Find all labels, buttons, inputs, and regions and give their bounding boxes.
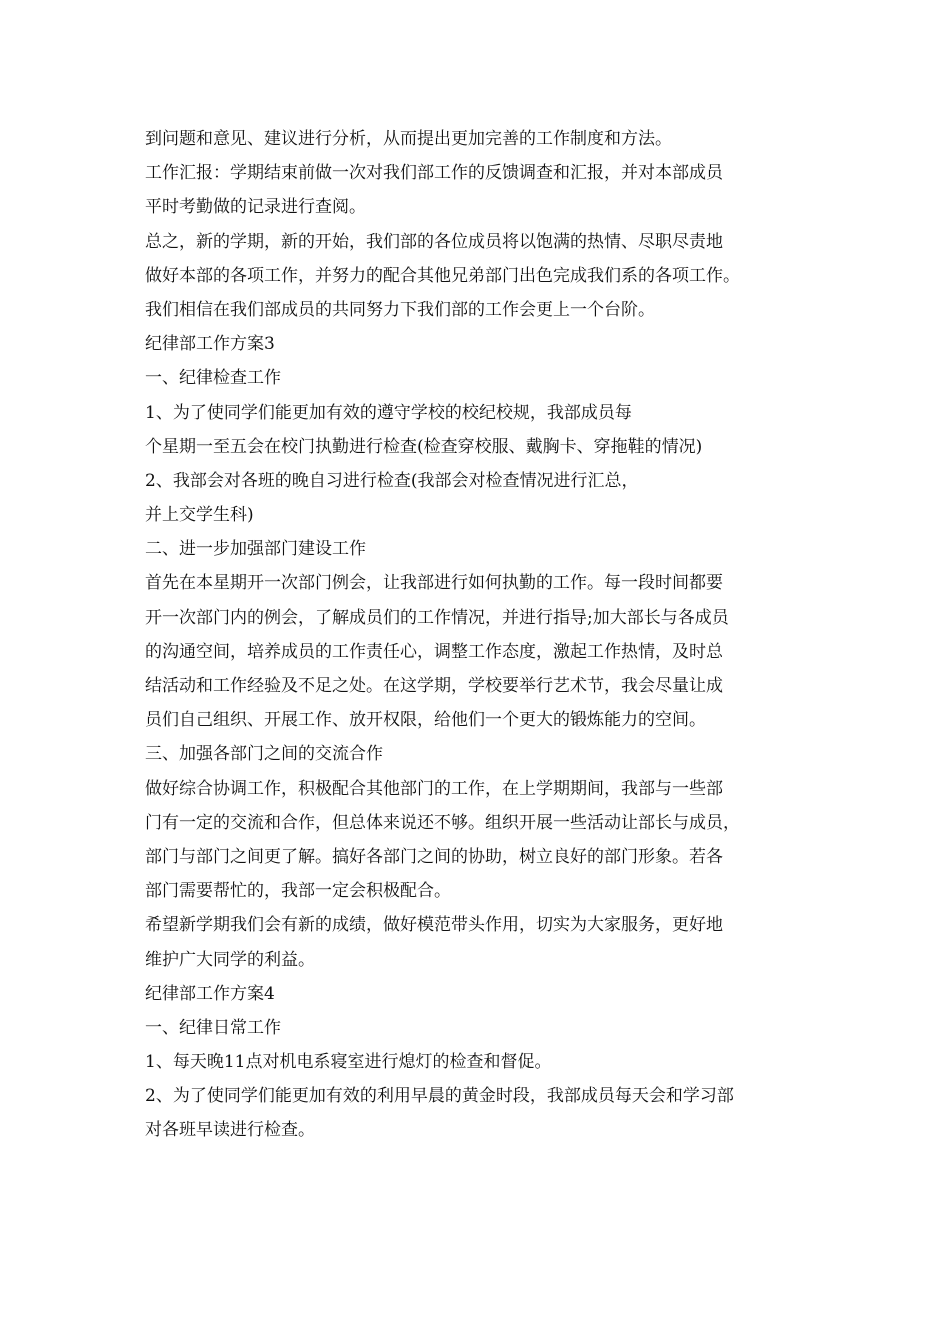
text-line: 我们相信在我们部成员的共同努力下我们部的工作会更上一个台阶。 (145, 299, 655, 320)
text-line: 门有一定的交流和合作，但总体来说还不够。组织开展一些活动让部长与成员， (145, 812, 740, 833)
text-line: 开一次部门内的例会，了解成员们的工作情况，并进行指导;加大部长与各成员 (145, 607, 729, 628)
text-line: 平时考勤做的记录进行查阅。 (145, 197, 366, 218)
text-line: 个星期一至五会在校门执勤进行检查(检查穿校服、戴胸卡、穿拖鞋的情况) (145, 436, 703, 457)
text-line: 并上交学生科) (145, 505, 254, 526)
subsection-heading: 三、加强各部门之间的交流合作 (145, 744, 383, 765)
subsection-heading: 一、纪律日常工作 (145, 1017, 281, 1038)
text-line: 1、为了使同学们能更加有效的遵守学校的校纪校规，我部成员每 (145, 402, 632, 423)
text-line: 2、我部会对各班的晚自习进行检查(我部会对检查情况进行汇总， (145, 470, 639, 491)
text-line: 1、每天晚11点对机电系寝室进行熄灯的检查和督促。 (145, 1052, 552, 1073)
subsection-heading: 一、纪律检查工作 (145, 368, 281, 389)
text-line: 对各班早读进行检查。 (145, 1120, 315, 1141)
text-line: 总之，新的学期，新的开始，我们部的各位成员将以饱满的热情、尽职尽责地 (145, 231, 723, 252)
document-body (145, 122, 835, 1148)
text-line: 部门与部门之间更了解。搞好各部门之间的协助，树立良好的部门形象。若各 (145, 846, 723, 867)
text-line: 希望新学期我们会有新的成绩，做好模范带头作用，切实为大家服务，更好地 (145, 915, 723, 936)
section-heading: 纪律部工作方案4 (145, 983, 275, 1004)
text-line: 的沟通空间，培养成员的工作责任心，调整工作态度，激起工作热情，及时总 (145, 641, 723, 662)
text-line: 员们自己组织、开展工作、放开权限，给他们一个更大的锻炼能力的空间。 (145, 710, 706, 731)
text-line: 部门需要帮忙的，我部一定会积极配合。 (145, 881, 451, 902)
section-heading: 纪律部工作方案3 (145, 334, 275, 355)
text-line: 工作汇报：学期结束前做一次对我们部工作的反馈调查和汇报，并对本部成员 (145, 163, 723, 184)
text-line: 结活动和工作经验及不足之处。在这学期，学校要举行艺术节，我会尽量让成 (145, 676, 723, 696)
text-line: 2、为了使同学们能更加有效的利用早晨的黄金时段，我部成员每天会和学习部 (145, 1086, 734, 1107)
text-line: 维护广大同学的利益。 (145, 949, 315, 970)
text-line: 做好综合协调工作，积极配合其他部门的工作，在上学期期间，我部与一些部 (145, 778, 723, 799)
subsection-heading: 二、进一步加强部门建设工作 (145, 539, 366, 560)
text-line: 首先在本星期开一次部门例会，让我部进行如何执勤的工作。每一段时间都要 (145, 573, 723, 594)
text-line: 到问题和意见、建议进行分析，从而提出更加完善的工作制度和方法。 (145, 129, 672, 149)
text-line: 做好本部的各项工作，并努力的配合其他兄弟部门出色完成我们系的各项工作。 (145, 265, 740, 286)
